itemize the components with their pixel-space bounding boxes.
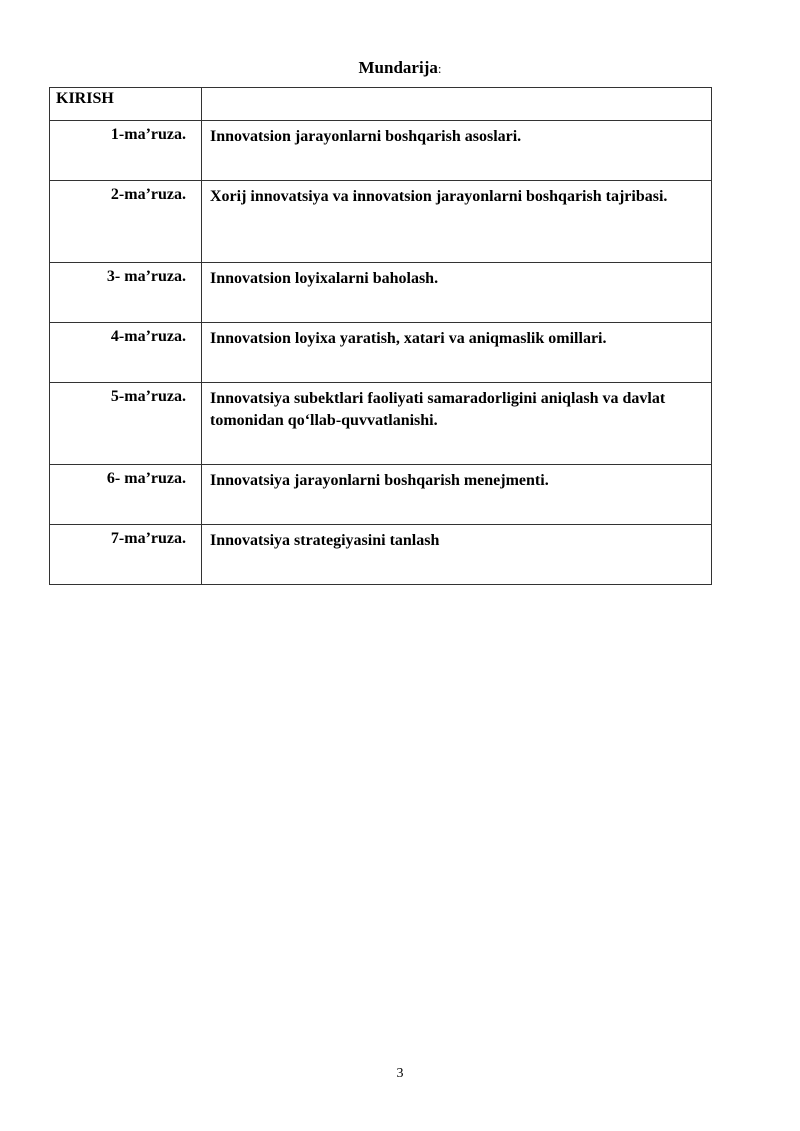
- toc-row: [50, 121, 712, 181]
- title-colon: :: [437, 61, 442, 76]
- page-number: 3: [396, 1066, 404, 1081]
- toc-row: [50, 383, 712, 465]
- toc-row: [50, 465, 712, 525]
- lecture-number: 7-ma’ruza.: [50, 525, 202, 585]
- toc-row: [50, 263, 712, 323]
- toc-intro-empty-cell: [202, 88, 712, 121]
- toc-intro-row: [50, 88, 712, 121]
- lecture-topic: Innovatsion loyixalarni baholash.: [202, 263, 712, 323]
- toc-row: [50, 323, 712, 383]
- lecture-topic: Innovatsion jarayonlarni boshqarish asoslari.: [202, 121, 712, 181]
- toc-row: [50, 181, 712, 263]
- lecture-number: 1-ma’ruza.: [50, 121, 202, 181]
- title-text: Mundarija: [358, 58, 438, 77]
- lecture-number: 5-ma’ruza.: [50, 383, 202, 465]
- lecture-topic: Innovatsion loyixa yaratish, xatari va aniqmaslik omillari.: [202, 323, 712, 383]
- lecture-topic: Innovatsiya jarayonlarni boshqarish menejmenti.: [202, 465, 712, 525]
- lecture-topic: Innovatsiya subektlari faoliyati samaradorligini aniqlash va davlat tomonidan qo‘llab-quvvatlanishi.: [202, 383, 712, 465]
- lecture-number: 2-ma’ruza.: [50, 181, 202, 263]
- table-of-contents: [49, 87, 712, 585]
- lecture-number: 6- ma’ruza.: [50, 465, 202, 525]
- lecture-topic: Xorij innovatsiya va innovatsion jarayonlarni boshqarish tajribasi.: [202, 181, 712, 263]
- lecture-number: 4-ma’ruza.: [50, 323, 202, 383]
- toc-intro-label: KIRISH: [50, 88, 202, 121]
- lecture-number: 3- ma’ruza.: [50, 263, 202, 323]
- toc-row: [50, 525, 712, 585]
- lecture-topic: Innovatsiya strategiyasini tanlash: [202, 525, 712, 585]
- page-title: [0, 58, 800, 78]
